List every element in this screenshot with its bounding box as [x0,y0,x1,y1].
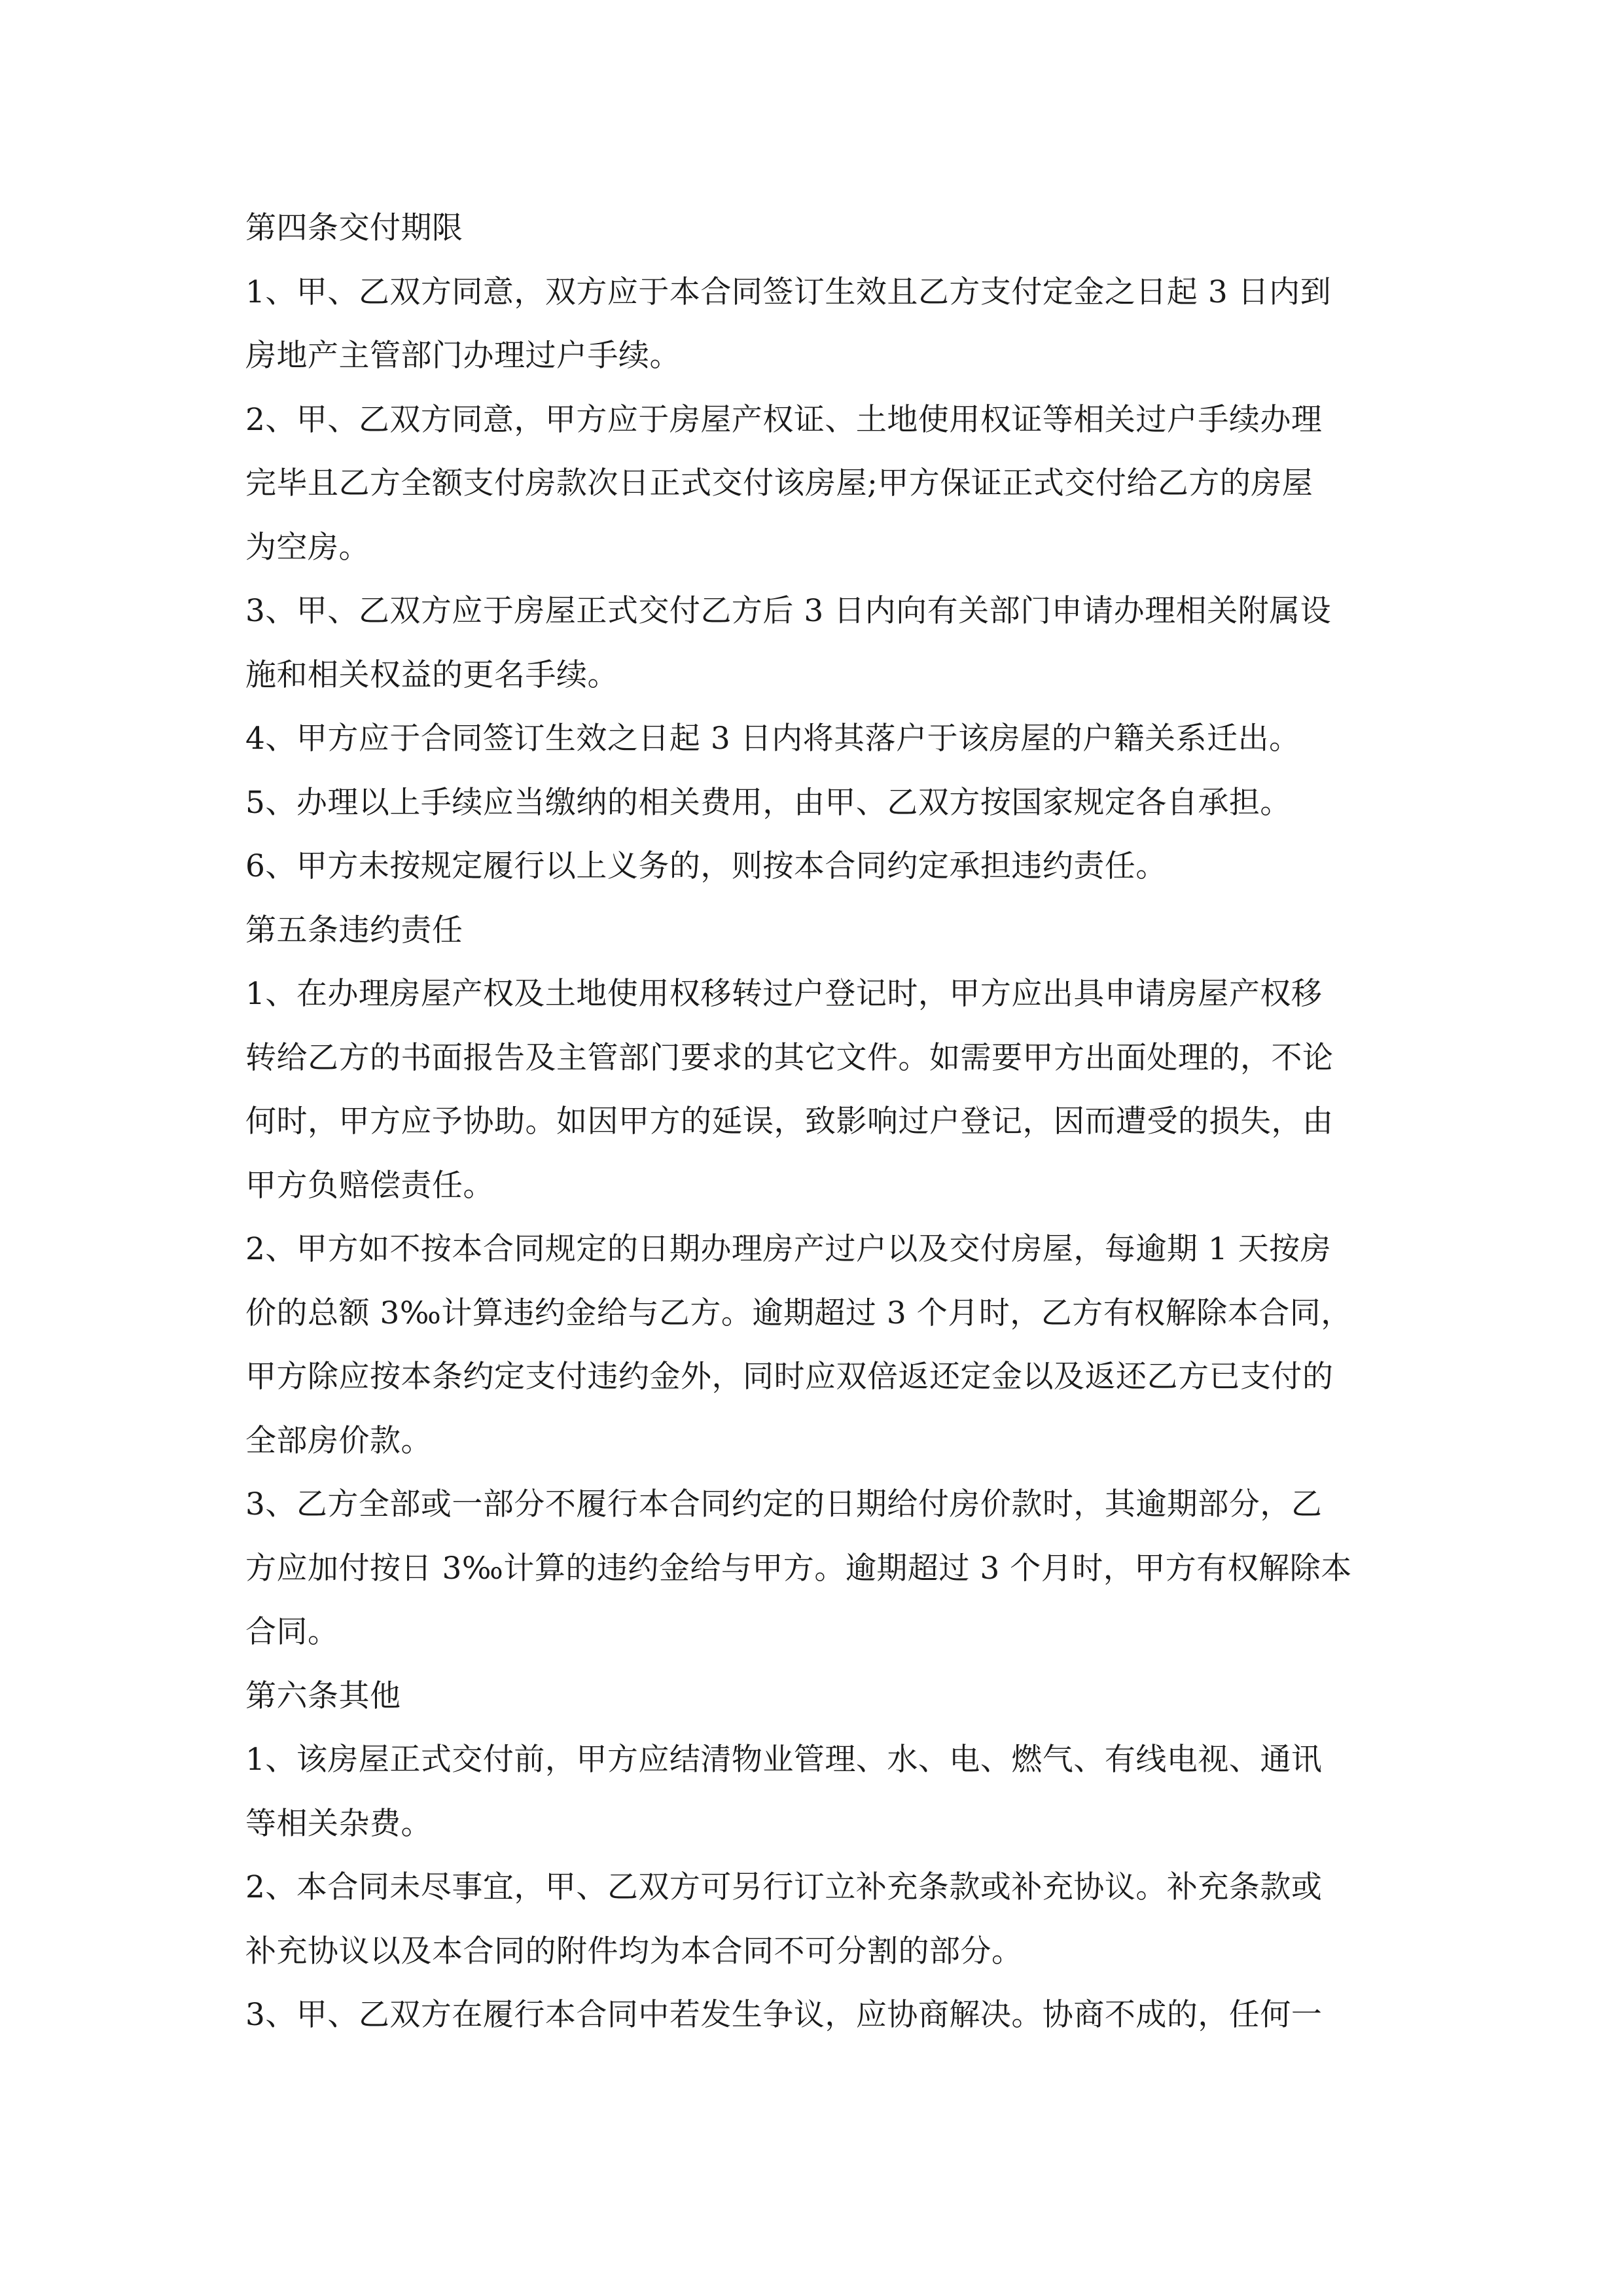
paragraph-line: 方应加付按日 3‰计算的违约金给与甲方。逾期超过 3 个月时，甲方有权解除本 [245,1550,1352,1587]
paragraph-line: 为空房。 [245,529,370,565]
section-heading-liability: 第五条违约责任 [245,912,463,948]
paragraph-line: 施和相关权益的更名手续。 [245,656,618,693]
paragraph-line: 转给乙方的书面报告及主管部门要求的其它文件。如需要甲方出面处理的，不论 [245,1039,1334,1076]
paragraph-line: 补充协议以及本合同的附件均为本合同不可分割的部分。 [245,1933,1023,1969]
paragraph-line: 3、乙方全部或一部分不履行本合同约定的日期给付房价款时，其逾期部分，乙 [245,1486,1323,1522]
paragraph-line: 价的总额 3‰计算违约金给与乙方。逾期超过 3 个月时，乙方有权解除本合同， [245,1295,1352,1331]
paragraph-line: 2、本合同未尽事宜，甲、乙双方可另行订立补充条款或补充协议。补充条款或 [245,1869,1323,1905]
paragraph-line: 1、该房屋正式交付前，甲方应结清物业管理、水、电、燃气、有线电视、通讯 [245,1742,1323,1778]
paragraph-line: 完毕且乙方全额支付房款次日正式交付该房屋;甲方保证正式交付给乙方的房屋 [245,465,1313,501]
paragraph-line: 6、甲方未按规定履行以上义务的，则按本合同约定承担违约责任。 [245,848,1167,884]
paragraph-line: 4、甲方应于合同签订生效之日起 3 日内将其落户于该房屋的户籍关系迁出。 [245,721,1300,757]
paragraph-line: 等相关杂费。 [245,1805,432,1842]
paragraph-line: 2、甲、乙双方同意，甲方应于房屋产权证、土地使用权证等相关过户手续办理 [245,401,1323,438]
paragraph-line: 1、甲、乙双方同意，双方应于本合同签订生效且乙方支付定金之日起 3 日内到 [245,274,1332,310]
document-page [245,196,1397,2047]
paragraph-line: 甲方除应按本条约定支付违约金外，同时应双倍返还定金以及返还乙方已支付的 [245,1359,1334,1395]
paragraph-line: 2、甲方如不按本合同规定的日期办理房产过户以及交付房屋，每逾期 1 天按房 [245,1231,1332,1267]
section-heading-delivery-period: 第四条交付期限 [245,210,463,246]
paragraph-line: 全部房价款。 [245,1422,432,1459]
paragraph-line: 3、甲、乙双方应于房屋正式交付乙方后 3 日内向有关部门申请办理相关附属设 [245,593,1332,629]
paragraph-line: 合同。 [245,1614,339,1650]
paragraph-line: 甲方负赔偿责任。 [245,1167,494,1204]
paragraph-line: 3、甲、乙双方在履行本合同中若发生争议，应协商解决。协商不成的，任何一 [245,1997,1323,2033]
paragraph-line: 何时，甲方应予协助。如因甲方的延误，致影响过户登记，因而遭受的损失，由 [245,1103,1334,1139]
paragraph-line: 房地产主管部门办理过户手续。 [245,338,681,374]
paragraph-line: 5、办理以上手续应当缴纳的相关费用，由甲、乙双方按国家规定各自承担。 [245,784,1291,821]
section-heading-other: 第六条其他 [245,1677,401,1714]
paragraph-line: 1、在办理房屋产权及土地使用权移转过户登记时，甲方应出具申请房屋产权移 [245,976,1323,1012]
